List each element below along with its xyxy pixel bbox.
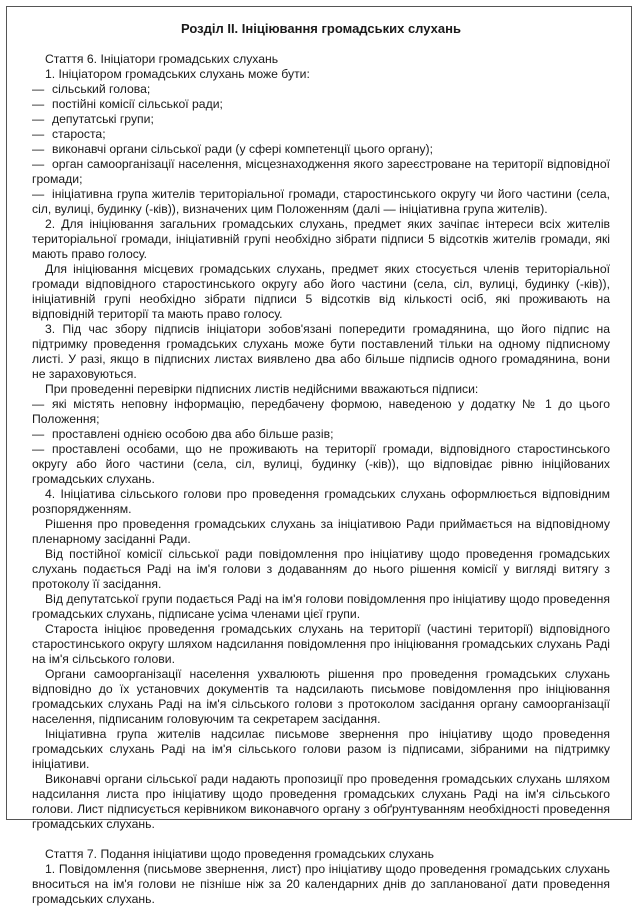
article-6-paragraph-1: 1. Ініціатором громадських слухань може бути: <box>45 67 310 81</box>
article-6-heading: Стаття 6. Ініціатори громадських слухань <box>45 52 279 66</box>
dash-marker: — <box>32 142 45 156</box>
article-6-paragraph-6: 4. Ініціатива сільського голови про проведення громадських слухань оформлюється відповідним розпорядженням. <box>32 487 610 516</box>
dash-marker: — <box>32 112 45 126</box>
list-item: — проставлені однією особою два або більше разів; <box>32 427 334 441</box>
dash-marker: — <box>32 442 45 456</box>
list-item: — орган самоорганізації населення, місцезнаходження якого зареєстроване на території відповідної громади; <box>32 157 610 186</box>
list-item: — ініціативна група жителів територіальної громади, старостинського округу чи його частини (села, сіл, вулиці, будинку (-ків)), визначених цим Положенням (далі — ініціативна група жителів). <box>32 187 610 216</box>
dash-marker: — <box>32 82 45 96</box>
document-body <box>32 7 610 907</box>
list-item: — сільський голова; <box>32 82 151 96</box>
article-6-paragraph-8: Від постійної комісії сільської ради повідомлення про ініціативу щодо проведення громадських слухань подається Раді на ім'я голови з додаванням до нього рішення комісії у вигляді витягу з протоколу її засідання. <box>32 547 610 591</box>
section-title: Розділ II. Ініціювання громадських слухань <box>181 21 461 36</box>
article-6-paragraph-10: Староста ініціює проведення громадських слухань на території (частині території) відповідного старостинського округу шляхом надсилання повідомлення про ініціювання громадських слухань Раді на ім'я сільського голови. <box>32 622 610 666</box>
article-6-paragraph-12: Ініціативна група жителів надсилає письмове звернення про ініціативу щодо проведення громадських слухань Раді на ім'я сільського голови разом із підписами, зібраними на підтримку ініціативи. <box>32 727 610 771</box>
dash-marker: — <box>32 187 45 201</box>
document-frame <box>6 6 632 906</box>
article-6-paragraph-11: Органи самоорганізації населення ухвалюють рішення про проведення громадських слухань відповідно до їх установчих документів та надсилають письмове повідомлення про ініціювання громадських слухань Раді на ім'я сільського голови з протоколом засідання органу самоорганізації населення, підписаним головуючим та секретарем засідання. <box>32 667 610 726</box>
dash-marker: — <box>32 157 45 171</box>
dash-marker: — <box>32 397 45 411</box>
article-6-paragraph-5: При проведенні перевірки підписних листів недійсними вважаються підписи: <box>45 382 479 396</box>
article-7-heading: Стаття 7. Подання ініціативи щодо проведення громадських слухань <box>45 847 434 861</box>
list-item: — депутатські групи; <box>32 112 154 126</box>
article-7-paragraph-1: 1. Повідомлення (письмове звернення, лист) про ініціативу щодо проведення громадських слухань вноситься на ім'я голови не пізніше ніж за 20 календарних днів до запланованої дати проведення громадських слухань. <box>32 862 610 906</box>
list-item: — староста; <box>32 127 106 141</box>
list-item: — проставлені особами, що не проживають на території громади, відповідного старостинського округу або його частини (села, сіл, вулиці, будинку (-ків)), що відповідає рівню ініційованих громадських слухань. <box>32 442 610 486</box>
invalid-signatures-list <box>32 397 610 487</box>
article-6-paragraph-3: Для ініціювання місцевих громадських слухань, предмет яких стосується членів територіальної громади відповідного старостинського округу або його частини (села, сіл, вулиці, будинку (-ків)), ініціативній групі необхідно зібрати підписи 5 відсотків від кількості осіб, які проживають на відповідній території та мають право голосу. <box>32 262 610 321</box>
initiator-list <box>32 82 610 217</box>
article-6-paragraph-2: 2. Для ініціювання загальних громадських слухань, предмет яких зачіпає інтереси всіх жителів територіальної громади, ініціативній групі необхідно зібрати підписи 5 відсотків жителів громади, які мають право голосу. <box>32 217 610 261</box>
list-item: — виконавчі органи сільської ради (у сфері компетенції цього органу); <box>32 142 433 156</box>
list-item: — постійні комісії сільської ради; <box>32 97 223 111</box>
article-6-paragraph-9: Від депутатської групи подається Раді на ім'я голови повідомлення про ініціативу щодо проведення громадських слухань, підписане усіма членами цієї групи. <box>32 592 610 621</box>
dash-marker: — <box>32 97 45 111</box>
dash-marker: — <box>32 427 45 441</box>
article-6-paragraph-13: Виконавчі органи сільської ради надають пропозиції про проведення громадських слухань шляхом надсилання листа про ініціативу щодо проведення громадських слухань Раді на ім'я сільського голови. Лист підписується керівником виконавчого органу з обґрунтуванням необхідності проведення громадських слухань. <box>32 772 610 831</box>
article-6-paragraph-7: Рішення про проведення громадських слухань за ініціативою Ради приймається на відповідному пленарному засіданні Ради. <box>32 517 610 546</box>
list-item: — які містять неповну інформацію, передбачену формою, наведеною у додатку № 1 до цього Положення; <box>32 397 610 426</box>
dash-marker: — <box>32 127 45 141</box>
article-6-paragraph-4: 3. Під час збору підписів ініціатори зобов'язані попередити громадянина, що його підпис на підтримку проведення громадських слухань може бути поставлений тільки на одному підписному листі. У разі, якщо в підписних листах виявлено два або більше підписів одного громадянина, вони не зараховуються. <box>32 322 610 381</box>
